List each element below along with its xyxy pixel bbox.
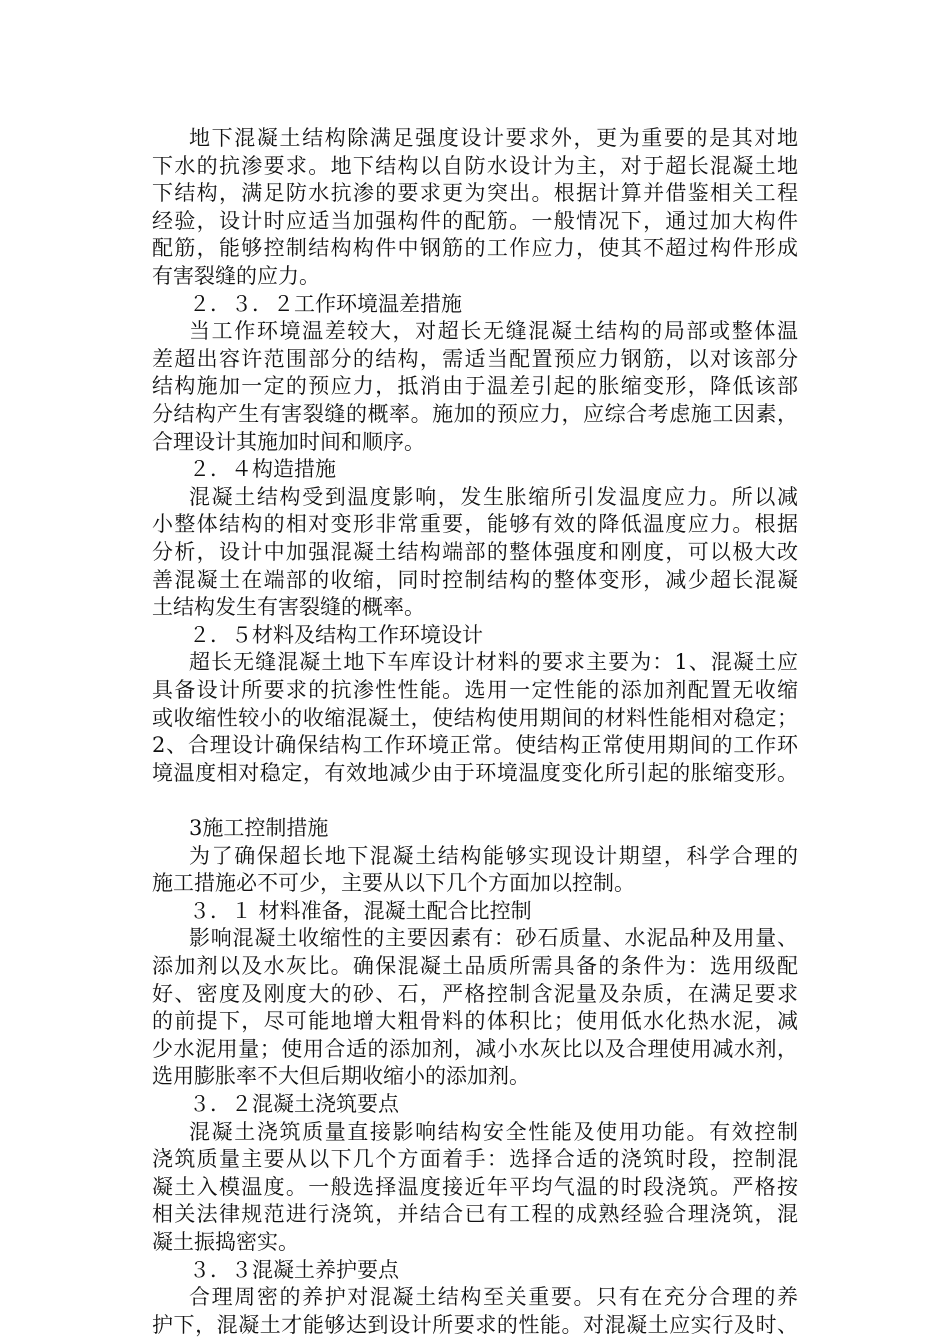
paragraph-line: 凝土振捣密实。	[152, 1230, 299, 1254]
paragraph-line: 善混凝土在端部的收缩，同时控制结构的整体变形，减少超长混凝	[152, 567, 798, 592]
paragraph-line: 下水的抗渗要求。地下结构以自防水设计为主，对于超长混凝土地	[152, 153, 798, 178]
paragraph-line: 为了确保超长地下混凝土结构能够实现设计期望，科学合理的	[189, 843, 798, 868]
paragraph-line: 分结构产生有害裂缝的概率。施加的预应力，应综合考虑施工因素，	[152, 402, 798, 426]
section-heading: 3施工控制措施	[189, 816, 329, 840]
paragraph-line: 有害裂缝的应力。	[152, 264, 320, 288]
paragraph-line: 浇筑质量主要从以下几个方面着手：选择合适的浇筑时段，控制混	[152, 1147, 798, 1172]
section-heading: ２．５材料及结构工作环境设计	[189, 622, 483, 647]
paragraph-line: 超长无缝混凝土地下车库设计材料的要求主要为：1、混凝土应	[189, 650, 798, 675]
section-heading: ３．３混凝土养护要点	[189, 1257, 399, 1282]
paragraph-line: 差超出容许范围部分的结构，需适当配置预应力钢筋，以对该部分	[152, 346, 798, 371]
paragraph-line: 好、密度及刚度大的砂、石，严格控制含泥量及杂质，在满足要求	[152, 981, 798, 1006]
paragraph-line: 2、合理设计确保结构工作环境正常。使结构正常使用期间的工作环	[152, 733, 798, 758]
paragraph-line: 混凝土结构受到温度影响，发生胀缩所引发温度应力。所以减	[189, 484, 798, 509]
paragraph-line: 合理设计其施加时间和顺序。	[152, 429, 425, 454]
section-heading: ２．３．２工作环境温差措施	[189, 291, 462, 316]
section-heading: ３．２混凝土浇筑要点	[189, 1092, 399, 1116]
paragraph-line: 境温度相对稳定，有效地减少由于环境温度变化所引起的胀缩变形。	[152, 760, 798, 785]
paragraph-line: 配筋，能够控制结构构件中钢筋的工作应力，使其不超过构件形成	[152, 236, 798, 261]
paragraph-line: 经验，设计时应适当加强构件的配筋。一般情况下，通过加大构件	[152, 208, 798, 233]
paragraph-line: 添加剂以及水灰比。确保混凝土品质所需具备的条件为：选用级配	[152, 954, 798, 978]
section-heading: ３．１ 材料准备，混凝土配合比控制	[189, 898, 532, 923]
paragraph-line: 地下混凝土结构除满足强度设计要求外，更为重要的是其对地	[189, 126, 798, 150]
paragraph-line: 合理周密的养护对混凝土结构至关重要。只有在充分合理的养	[189, 1285, 798, 1310]
paragraph-line: 分析，设计中加强混凝土结构端部的整体强度和刚度，可以极大改	[152, 540, 798, 564]
paragraph-line: 护下，混凝土才能够达到设计所要求的性能。对混凝土应实行及时、	[152, 1312, 798, 1337]
paragraph-line: 影响混凝土收缩性的主要因素有：砂石质量、水泥品种及用量、	[189, 926, 798, 951]
paragraph-line: 施工措施必不可少，主要从以下几个方面加以控制。	[152, 871, 635, 896]
paragraph-line: 当工作环境温差较大，对超长无缝混凝土结构的局部或整体温	[189, 319, 798, 344]
paragraph-line: 的前提下，尽可能地增大粗骨料的体积比；使用低水化热水泥，减	[152, 1009, 798, 1034]
paragraph-line: 具备设计所要求的抗渗性性能。选用一定性能的添加剂配置无收缩	[152, 678, 798, 702]
section-heading: ２．４构造措施	[189, 457, 336, 482]
paragraph-line: 小整体结构的相对变形非常重要，能够有效的降低温度应力。根据	[152, 512, 798, 537]
paragraph-line: 凝土入模温度。一般选择温度接近年平均气温的时段浇筑。严格按	[152, 1174, 798, 1199]
paragraph-line: 混凝土浇筑质量直接影响结构安全性能及使用功能。有效控制	[189, 1119, 798, 1144]
paragraph-line: 选用膨胀率不大但后期收缩小的添加剂。	[152, 1064, 530, 1089]
paragraph-line: 下结构，满足防水抗渗的要求更为突出。根据计算并借鉴相关工程	[152, 181, 798, 206]
paragraph-line: 或收缩性较小的收缩混凝土，使结构使用期间的材料性能相对稳定；	[152, 705, 798, 730]
paragraph-line: 相关法律规范进行浇筑，并结合已有工程的成熟经验合理浇筑，混	[152, 1202, 798, 1227]
paragraph-line: 土结构发生有害裂缝的概率。	[152, 595, 425, 620]
paragraph-line: 少水泥用量；使用合适的添加剂，减小水灰比以及合理使用减水剂，	[152, 1036, 798, 1061]
paragraph-line: 结构施加一定的预应力，抵消由于温差引起的胀缩变形，降低该部	[152, 374, 798, 399]
